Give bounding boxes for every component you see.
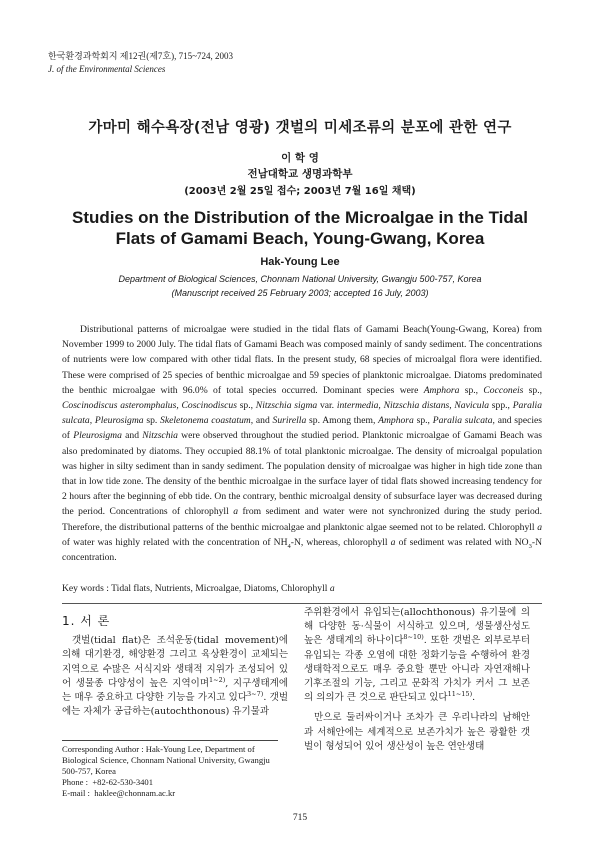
species-name: intermedia, Nitzschia distans, Navicula [336,400,490,412]
phone-label: Phone [62,777,84,787]
keywords-text: Tidal flats, Nutrients, Microalgae, Diatoms, Chlorophyll [111,583,330,594]
corresponding-author-footnote [62,744,290,799]
abstract-text: of sediment was related with NO [395,536,529,548]
footnote-email [62,788,290,799]
abstract-text: and [121,430,143,442]
abstract [62,322,542,565]
subscript: 3 [528,542,532,550]
subscript: 4 [287,542,291,550]
abstract-text: Distributional patterns of microalgae were studied in the tidal flats of Gamami Beach(Young-Gwang, Korea) from November 1999 to 2000 July. The tidal flats of Gamami Beach was composed mainly of sandy sediment. The concentrations of nutrients were low compared with other tidal flats. In the present study, 68 species of microalgal flora were identified. These were comprised of 25 species of benthic microalgae and 59 species of planktonic microalgae. Diatoms predominated the benthic microalgae with 96.0% of total species occurred. Dominant species were [62,324,542,396]
abstract-divider [62,603,542,604]
korean-title: 가마미 해수욕장(전남 영광) 갯벌의 미세조류의 분포에 관한 연구 [88,120,512,136]
abstract-text: sp. Among them, [306,415,379,427]
body-text: . [472,692,476,704]
italic-a: a [233,506,239,518]
keywords-label: Key words : [62,583,112,594]
body-text: , 지구생태계에는 매우 중요하고 다양한 기능을 가지고 있다 [62,677,288,704]
species-name: Nitzschia sigma [255,400,318,412]
english-affiliation: Department of Biological Sciences, Chonnam National University, Gwangju 500-757, Korea [118,274,482,284]
english-received-dates: (Manuscript received 25 February 2003; accepted 16 July, 2003) [171,288,429,298]
body-text: . 또한 갯벌은 외부로부터 유입되는 각종 오염에 대한 정화기능을 수행하여 환경생태학적으로도 매우 중요할 뿐만 아니라 자연재해나 기후조절의 기능, 그리고 문화적 가치가 커서 그 보존의 의의가 큰 것으로 판단되고 있다 [304,635,530,704]
phone-value: : +82-62-530-3401 [83,777,154,787]
citation: 8~10) [403,633,424,642]
italic-a: a [390,536,396,548]
footnote-divider [62,740,278,741]
abstract-text: and species of [62,415,543,442]
citation: 1~2) [209,675,226,684]
species-name: Cocconeis [483,384,524,396]
korean-affiliation: 전남대학교 생명과학부 [247,168,353,180]
species-name: Paralia sulcata, Pleurosigma [62,400,543,427]
english-author: Hak-Young Lee [260,256,340,268]
page-number: 715 [292,813,308,823]
section-title: 1. 서 론 [62,614,111,628]
species-name: Amphora [378,415,414,427]
species-name: Amphora [423,384,460,396]
abstract-text: -N concentration. [62,536,542,564]
abstract-text: and [253,415,273,427]
body-text: . 갯벌에는 자체가 공급하는(autochthonous) 유기물과 [62,692,288,718]
footnote-line: Biological Science, Chonnam National University, Gwangju [62,755,270,765]
body-text: 갯벌(tidal flat)은 조석운동(tidal movement)에 의해 대기환경, 해양환경 그리고 육상환경이 교체되는 지역으로 수많은 서식지와 생태적 지위가 조성되어 있어 생물종 다양성이 높은 지역이며 [62,635,288,689]
abstract-text: -N, whereas, chlorophyll [290,536,391,548]
citation: 3~7) [247,689,264,698]
footnote-line: Corresponding Author : Hak-Young Lee, Department of [62,744,255,754]
journal-korean: 한국환경과학회지 제12권(제7호), 715~724, 2003 [48,51,233,61]
email-value: : haklee@chonnam.ac.kr [85,788,176,798]
species-name: Paralia sulcata, [432,415,495,427]
abstract-text: sp., [236,400,256,412]
abstract-text: from sediment and water were not synchronized during the study period. Therefore, the distributional patterns of the benthic microalgae and planktonic algae seemed not to be related. Chlorophyll [62,506,542,533]
left-column [62,612,288,719]
abstract-text: var. [317,400,337,412]
abstract-text: spp., [489,400,513,412]
abstract-text: of water was highly related with the concentration of NH [62,536,288,548]
abstract-text: sp., [413,415,433,427]
journal-english: J. of the Environmental Sciences [48,64,166,74]
species-name: Skeletonema coastatum, [160,415,254,427]
body-text: 주위환경에서 유입되는(allochthonous) 유기물에 의해 다양한 동·식물이 서식하고 있으며, 생물생산성도 높은 생태계의 하나이다 [304,607,530,647]
english-title-line1: Studies on the Distribution of the Microalgae in the Tidal [72,208,528,227]
intro-paragraph-1-cont [304,606,530,705]
keywords [62,582,542,596]
italic-a: a [537,521,542,533]
species-name: Coscinodiscus asteromphalus, Coscinodiscus [62,400,237,412]
species-name: Pleurosigma [73,430,122,442]
species-name: Surirella [272,415,307,427]
korean-author: 이 학 영 [281,152,319,164]
abstract-text: were observed throughout the studied period. Planktonic microalgae of Gamami Beach was also predominated by diatoms. They occupied 88.1% of total planktonic microalgae. The density of microalgal population was higher in silty sediment than in sandy sediment. The population density of microalgae was higher in high tide zone than that in low tide zone. The density of the benthic microalgae in the surface layer of tidal flats showed increasing tendency for 2 hours after the beginning of ebb tide. On the contrary, benthic microalgal density of subsurface layer was decreased during the period. Concentrations of chlorophyll [62,430,542,518]
intro-paragraph-1 [62,634,288,719]
footnote-phone [62,777,290,788]
abstract-text: sp. [143,415,161,427]
footnote-line: 500-757, Korea [62,766,116,776]
species-name: Nitzschia [142,430,178,442]
journal-header [48,50,233,76]
english-title-line2: Flats of Gamami Beach, Young-Gwang, Korea [115,229,485,248]
korean-dates: (2003년 2월 25일 접수; 2003년 7월 16일 채택) [184,186,416,197]
abstract-text: sp., [523,384,543,396]
english-title [40,207,560,249]
citation: 11~15) [447,690,473,699]
intro-paragraph-2: 만으로 둘러싸이거나 조차가 큰 우리나라의 남해안과 서해안에는 세계적으로 보존가치가 높은 광활한 갯벌이 형성되어 있어 생산성이 높은 연안생태 [304,712,530,752]
abstract-text: sp., [459,384,484,396]
right-column [304,606,530,754]
email-label: E-mail [62,788,86,798]
italic-a: a [329,583,335,594]
